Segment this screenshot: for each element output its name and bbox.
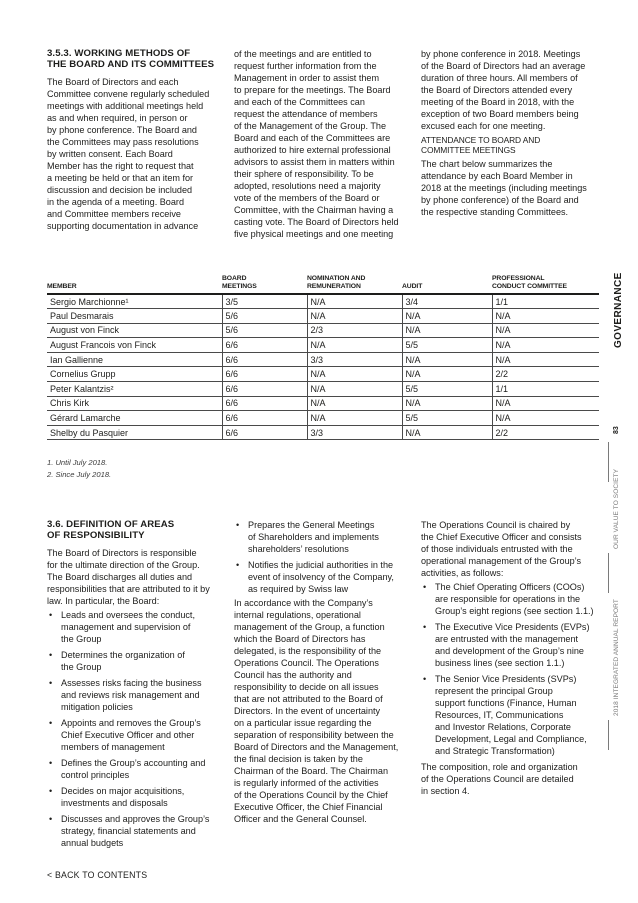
attendance-cell: 3/4 — [402, 294, 492, 309]
text-line: by phone conference) of the Board and — [421, 195, 579, 205]
table-row — [47, 396, 599, 411]
footnotes — [47, 457, 111, 480]
section-353-para-3 — [421, 48, 601, 132]
attendance-cell: N/A — [307, 338, 402, 353]
text-line: excused each for one meeting. — [421, 121, 546, 131]
text-line: law. In particular, the Board: — [47, 596, 160, 606]
text-line: Board of Directors and the Management, — [234, 742, 399, 752]
attendance-cell: N/A — [307, 411, 402, 426]
text-line: the Board of Directors attended every — [421, 85, 573, 95]
list-item-line: annual budgets — [61, 838, 124, 848]
member-name-cell: Chris Kirk — [47, 396, 222, 411]
text-line: of the Board of Directors had an average — [421, 61, 586, 71]
list-item-line: investments and disposals — [61, 798, 168, 808]
list-item-line: The Executive Vice Presidents (EVPs) — [435, 622, 590, 632]
heading-line: THE BOARD AND ITS COMMITTEES — [47, 59, 215, 70]
list-item — [234, 519, 416, 555]
section-353-para-1 — [47, 76, 217, 232]
attendance-cell: N/A — [402, 396, 492, 411]
text-line: by phone conference in 2018. Meetings — [421, 49, 581, 59]
text-line: by phone conference. The Board and — [47, 125, 197, 135]
attendance-cell: N/A — [307, 382, 402, 397]
list-item-line: Discusses and approves the Group’s — [61, 814, 210, 824]
list-item-line: as required by Swiss law — [248, 584, 349, 594]
list-item-line: business lines (see section 1.1.) — [435, 658, 565, 668]
attendance-cell: N/A — [492, 338, 599, 353]
operations-council-list — [421, 581, 603, 757]
section-36-intro — [47, 547, 222, 607]
text-line: advisors to assist them in matters within — [234, 157, 395, 167]
attendance-cell: 5/5 — [402, 382, 492, 397]
table-row — [47, 294, 599, 309]
section-36-col3 — [421, 519, 603, 797]
text-line: in section 4. — [421, 786, 470, 796]
text-line: the final decision is taken by the — [234, 754, 363, 764]
column-header — [492, 275, 599, 294]
text-line: Directors. In the event of uncertainty — [234, 706, 381, 716]
text-line: casting vote. The Board of Directors held — [234, 217, 399, 227]
list-item-line: and development of the Group’s nine — [435, 646, 584, 656]
text-line: The chart below summarizes the — [421, 159, 553, 169]
column-header — [47, 275, 222, 294]
column-header-line: REMUNERATION — [307, 282, 361, 290]
list-item-line: Decides on major acquisitions, — [61, 786, 185, 796]
attendance-cell: 6/6 — [222, 382, 307, 397]
table-row — [47, 382, 599, 397]
text-line: authorized to hire external professional — [234, 145, 391, 155]
list-item-line: support functions (Finance, Human — [435, 698, 577, 708]
attendance-cell: 6/6 — [222, 425, 307, 440]
list-item-line: management and supervision of — [61, 622, 191, 632]
list-item-line: Leads and oversees the conduct, — [61, 610, 195, 620]
text-line: Officer and the General Counsel. — [234, 814, 367, 824]
text-line: Management in order to assist them — [234, 73, 380, 83]
text-line: The Board discharges all duties and — [47, 572, 193, 582]
section-353-para-2 — [234, 48, 414, 240]
text-line: supporting documentation in advance — [47, 221, 199, 231]
list-item-line: Development, Legal and Compliance, — [435, 734, 587, 744]
table-header-row — [47, 275, 599, 294]
operations-council-intro — [421, 519, 603, 579]
table-row — [47, 411, 599, 426]
attendance-cell: N/A — [307, 309, 402, 324]
attendance-cell: 2/2 — [492, 425, 599, 440]
list-item-line: members of management — [61, 742, 165, 752]
sidebar-divider — [608, 442, 609, 482]
text-line: separation of responsibility between the — [234, 730, 394, 740]
member-name-cell: Gérard Lamarche — [47, 411, 222, 426]
list-item-line: The Chief Operating Officers (COOs) — [435, 582, 585, 592]
page-number: 83 — [613, 426, 620, 434]
list-item-line: Notifies the judicial authorities in the — [248, 560, 394, 570]
text-line: request the attendance of members — [234, 109, 378, 119]
list-item-line: Appoints and removes the Group’s — [61, 718, 201, 728]
text-line: by written consent. Each Board — [47, 149, 173, 159]
text-line: for the ultimate direction of the Group. — [47, 560, 200, 570]
footnote-2: 2. Since July 2018. — [47, 469, 112, 479]
bullet-icon: • — [49, 610, 53, 620]
text-line: five physical meetings and one meeting — [234, 229, 394, 239]
text-line: and Committee members receive — [47, 209, 181, 219]
section-353-heading — [47, 48, 217, 70]
attendance-cell: N/A — [402, 352, 492, 367]
heading-line: 3.6. DEFINITION OF AREAS — [47, 519, 175, 530]
text-line: discussion and decision be included — [47, 185, 193, 195]
column-header-line: NOMINATION AND — [307, 275, 366, 282]
bullet-icon: • — [236, 520, 240, 530]
column-header-line: BOARD — [222, 275, 247, 282]
text-line: of the Operations Council are detailed — [421, 774, 574, 784]
table-row — [47, 323, 599, 338]
list-item-line: mitigation policies — [61, 702, 133, 712]
text-line: management of the Group, a function — [234, 622, 385, 632]
sidebar-divider — [608, 553, 609, 593]
text-line: adopted, resolutions need a majority — [234, 181, 381, 191]
list-item-line: The Senior Vice Presidents (SVPs) — [435, 674, 577, 684]
attendance-cell: 6/6 — [222, 411, 307, 426]
list-item — [234, 559, 416, 595]
list-item-line: and Strategic Transformation) — [435, 746, 555, 756]
text-line: the Committees may pass resolutions — [47, 137, 199, 147]
section-36-heading — [47, 519, 222, 541]
member-name-cell: Peter Kalantzis² — [47, 382, 222, 397]
subheading-line: COMMITTEE MEETINGS — [421, 145, 516, 155]
text-line: of the meetings and are entitled to — [234, 49, 372, 59]
text-line: and each of the Committees can — [234, 97, 365, 107]
nav-link-our-value-to-society[interactable]: OUR VALUE TO SOCIETY — [613, 468, 620, 549]
attendance-cell: N/A — [307, 396, 402, 411]
list-item — [47, 813, 222, 849]
text-line: Operations Council. The Operations — [234, 658, 379, 668]
attendance-cell: N/A — [492, 352, 599, 367]
text-line: Council has the authority and — [234, 670, 352, 680]
text-line: on a particular issue regarding the — [234, 718, 372, 728]
member-name-cell: Sergio Marchionne¹ — [47, 294, 222, 309]
subheading-line: ATTENDANCE TO BOARD AND — [421, 135, 541, 145]
text-line: Member has the right to request that — [47, 161, 194, 171]
bullet-icon: • — [236, 560, 240, 570]
text-line: The Board of Directors is responsible — [47, 548, 197, 558]
text-line: duration of three hours. All members of — [421, 73, 578, 83]
list-item-line: Resources, IT, Communications — [435, 710, 564, 720]
operations-council-para — [234, 597, 416, 825]
heading-line: 3.5.3. WORKING METHODS OF — [47, 48, 191, 59]
list-item — [47, 609, 222, 645]
text-line: Committee, with the Chairman having a — [234, 205, 394, 215]
nav-link-annual-report[interactable]: 2018 INTEGRATED ANNUAL REPORT — [613, 599, 620, 716]
text-line: internal regulations, operational — [234, 610, 361, 620]
column-header-line: CONDUCT COMMITTEE — [492, 282, 567, 290]
text-line: which the Board of Directors has — [234, 634, 366, 644]
text-line: Executive Officer, the Chief Financial — [234, 802, 383, 812]
attendance-cell: 6/6 — [222, 352, 307, 367]
bullet-icon: • — [423, 582, 427, 592]
attendance-cell: N/A — [402, 323, 492, 338]
member-name-cell: August Francois von Finck — [47, 338, 222, 353]
list-item-line: Group’s eight regions (see section 1.1.) — [435, 606, 594, 616]
bullet-icon: • — [49, 814, 53, 824]
list-item — [47, 717, 222, 753]
operations-council-outro — [421, 761, 603, 797]
column-header-line: PROFESSIONAL — [492, 275, 545, 282]
text-line: responsibility to decide on all issues — [234, 682, 379, 692]
attendance-table — [47, 275, 599, 440]
column-header-line: MEMBER — [47, 282, 77, 290]
attendance-cell: 3/3 — [307, 425, 402, 440]
list-item — [47, 757, 222, 781]
attendance-cell: N/A — [402, 367, 492, 382]
attendance-cell: 5/5 — [402, 338, 492, 353]
section-353-para-4 — [421, 158, 601, 218]
attendance-cell: 1/1 — [492, 294, 599, 309]
list-item-line: strategy, financial statements and — [61, 826, 196, 836]
list-item — [47, 677, 222, 713]
table-row — [47, 352, 599, 367]
bullet-icon: • — [49, 650, 53, 660]
attendance-cell: 6/6 — [222, 396, 307, 411]
attendance-cell: 2/2 — [492, 367, 599, 382]
table-row — [47, 338, 599, 353]
section-tab-governance[interactable]: GOVERNANCE — [613, 272, 624, 348]
text-line: a meeting be held or that an item for — [47, 173, 194, 183]
attendance-subheading — [421, 135, 601, 155]
section-353-col1 — [47, 48, 217, 232]
text-line: operational management of the Group’s — [421, 556, 582, 566]
text-line: Chairman of the Board. The Chairman — [234, 766, 388, 776]
table-row — [47, 367, 599, 382]
column-header — [222, 275, 307, 294]
attendance-cell: N/A — [492, 411, 599, 426]
text-line: request further information from the — [234, 61, 377, 71]
member-name-cell: Paul Desmarais — [47, 309, 222, 324]
list-item-line: Defines the Group’s accounting and — [61, 758, 206, 768]
text-line: that are not attributed to the Board of — [234, 694, 383, 704]
list-item-line: Determines the organization of — [61, 650, 185, 660]
list-item-line: Chief Executive Officer and other — [61, 730, 195, 740]
text-line: attendance by each Board Member in — [421, 171, 573, 181]
attendance-cell: 2/3 — [307, 323, 402, 338]
list-item-line: are responsible for operations in the — [435, 594, 581, 604]
member-name-cell: August von Finck — [47, 323, 222, 338]
list-item-line: of Shareholders and implements — [248, 532, 379, 542]
member-name-cell: Cornelius Grupp — [47, 367, 222, 382]
text-line: Board and each of the Committees are — [234, 133, 391, 143]
column-header — [402, 275, 492, 294]
text-line: The composition, role and organization — [421, 762, 578, 772]
member-name-cell: Shelby du Pasquier — [47, 425, 222, 440]
bullet-icon: • — [49, 718, 53, 728]
bullet-icon: • — [423, 674, 427, 684]
bullet-icon: • — [49, 678, 53, 688]
attendance-cell: 5/6 — [222, 309, 307, 324]
member-name-cell: Ian Gallienne — [47, 352, 222, 367]
list-item-line: Prepares the General Meetings — [248, 520, 375, 530]
list-item — [421, 621, 603, 669]
text-line: meetings with additional meetings held — [47, 101, 204, 111]
back-to-contents-link[interactable]: < BACK TO CONTENTS — [47, 870, 148, 880]
heading-line: OF RESPONSIBILITY — [47, 530, 145, 541]
board-duties-list — [47, 609, 222, 849]
list-item-line: the Group — [61, 662, 102, 672]
text-line: as and when required, in person or — [47, 113, 188, 123]
attendance-cell: N/A — [307, 367, 402, 382]
text-line: of the Operations Council by the Chief — [234, 790, 388, 800]
text-line: delegated, is the responsibility of the — [234, 646, 382, 656]
section-36-col1 — [47, 519, 222, 853]
text-line: activities, as follows: — [421, 568, 504, 578]
column-header-line: AUDIT — [402, 282, 423, 290]
board-duties-list-continued — [234, 519, 416, 595]
text-line: their sphere of responsibility. To be — [234, 169, 374, 179]
table-row — [47, 309, 599, 324]
footnote-1: 1. Until July 2018. — [47, 458, 108, 467]
section-36-col2 — [234, 519, 416, 825]
text-line: is regularly informed of the activities — [234, 778, 379, 788]
text-line: to prepare for the meetings. The Board — [234, 85, 391, 95]
attendance-cell: N/A — [492, 309, 599, 324]
attendance-cell: N/A — [402, 425, 492, 440]
text-line: in the agenda of a meeting. Board — [47, 197, 185, 207]
column-header — [307, 275, 402, 294]
attendance-cell: 6/6 — [222, 367, 307, 382]
attendance-cell: N/A — [492, 396, 599, 411]
text-line: The Board of Directors and each — [47, 77, 179, 87]
attendance-cell: N/A — [307, 294, 402, 309]
text-line: the Chief Executive Officer and consists — [421, 532, 582, 542]
text-line: 2018 at the meetings (including meetings — [421, 183, 587, 193]
bullet-icon: • — [49, 786, 53, 796]
list-item-line: event of insolvency of the Company, — [248, 572, 394, 582]
list-item-line: and reviews risk management and — [61, 690, 200, 700]
list-item-line: represent the principal Group — [435, 686, 553, 696]
attendance-cell: N/A — [492, 323, 599, 338]
section-353-col2 — [234, 48, 414, 240]
attendance-cell: 1/1 — [492, 382, 599, 397]
list-item — [421, 581, 603, 617]
attendance-cell: 5/6 — [222, 323, 307, 338]
text-line: In accordance with the Company’s — [234, 598, 373, 608]
text-line: responsibilities that are attributed to it by — [47, 584, 210, 594]
attendance-cell: 5/5 — [402, 411, 492, 426]
attendance-cell: 3/5 — [222, 294, 307, 309]
text-line: meeting of the Board in 2018, with the — [421, 97, 575, 107]
text-line: exception of two Board members being — [421, 109, 579, 119]
bullet-icon: • — [49, 758, 53, 768]
sidebar-divider — [608, 720, 609, 750]
text-line: of the Management of the Group. The — [234, 121, 386, 131]
list-item-line: shareholders’ resolutions — [248, 544, 349, 554]
list-item — [47, 785, 222, 809]
text-line: vote of the members of the Board or — [234, 193, 380, 203]
bullet-icon: • — [423, 622, 427, 632]
list-item-line: are entrusted with the management — [435, 634, 579, 644]
list-item — [421, 673, 603, 757]
text-line: The Operations Council is chaired by — [421, 520, 571, 530]
list-item-line: the Group — [61, 634, 102, 644]
list-item-line: control principles — [61, 770, 130, 780]
list-item-line: Assesses risks facing the business — [61, 678, 202, 688]
attendance-cell: 3/3 — [307, 352, 402, 367]
list-item-line: and Investor Relations, Corporate — [435, 722, 571, 732]
list-item — [47, 649, 222, 673]
text-line: Committee convene regularly scheduled — [47, 89, 210, 99]
column-header-line: MEETINGS — [222, 282, 257, 290]
attendance-cell: 6/6 — [222, 338, 307, 353]
table-body — [47, 294, 599, 440]
text-line: the respective standing Committees. — [421, 207, 569, 217]
table-row — [47, 425, 599, 440]
section-353-col3 — [421, 48, 601, 218]
text-line: of those individuals entrusted with the — [421, 544, 573, 554]
attendance-cell: N/A — [402, 309, 492, 324]
